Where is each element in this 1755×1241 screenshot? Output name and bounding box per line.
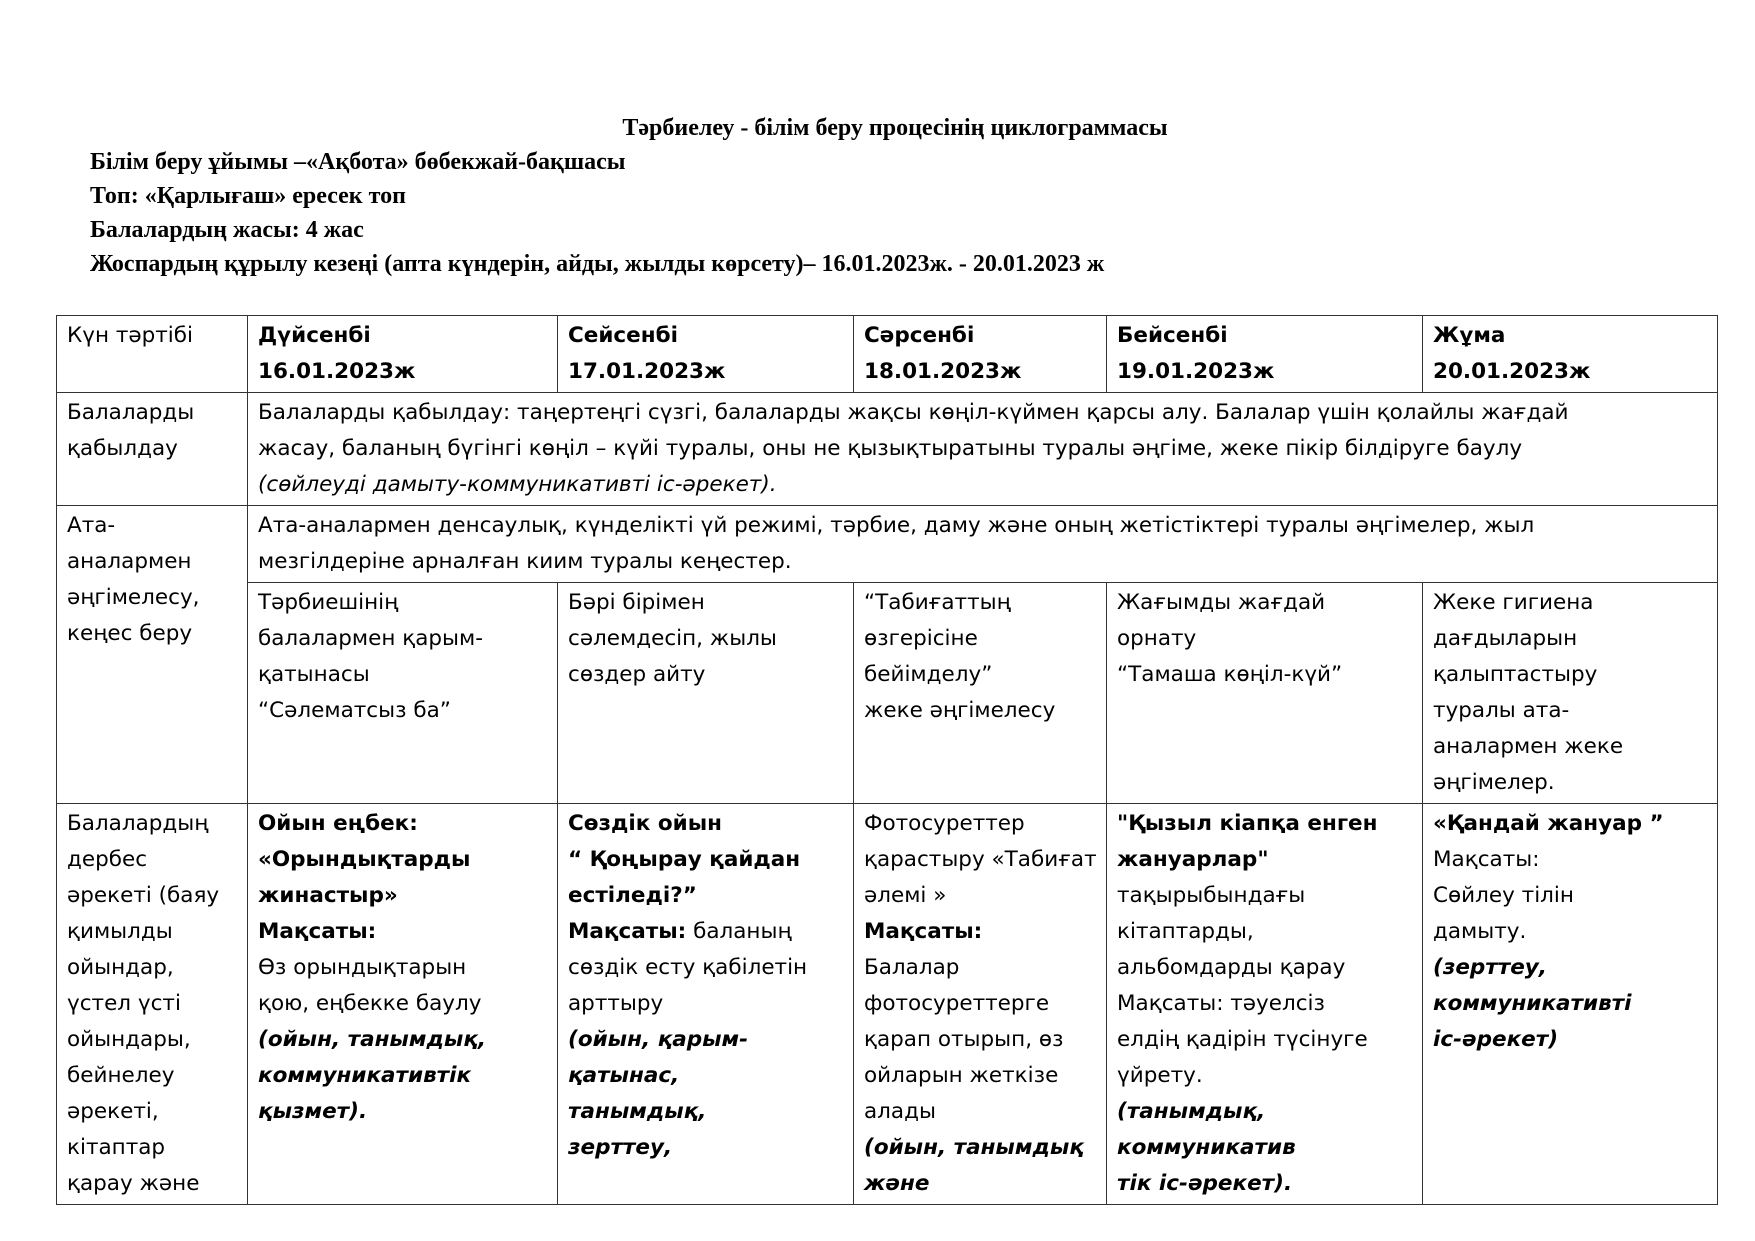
activity-title-line: "Қызыл кіапқа енген [1117, 811, 1378, 836]
cell-line: Жағымды жағдай [1117, 590, 1326, 615]
activity-text-line: Өз орындықтарын [258, 955, 467, 980]
cell-line: Бәрі бірімен [568, 590, 705, 615]
reception-text-line: жасау, баланың бүгінгі көңіл – күйі туралы, оны не қызықтыратыны туралы әңгіме, жеке пікір білдіруге баулу [258, 436, 1523, 461]
activity-note-line: қызмет). [258, 1099, 368, 1124]
activity-goal-text: баланың [686, 919, 792, 944]
activity-text-line: дамыту. [1433, 919, 1527, 944]
activity-note-line: (танымдық, [1117, 1099, 1266, 1124]
day-date: 19.01.2023ж [1117, 359, 1275, 384]
activity-goal-label: Мақсаты: [568, 919, 687, 944]
activity-title-line: “ Қоңырау қайдан [568, 847, 801, 872]
day-date: 17.01.2023ж [568, 359, 726, 384]
activity-goal-line [568, 914, 843, 950]
activity-text-line: ойларын жеткізе [864, 1063, 1059, 1088]
reception-text-cell [248, 393, 1718, 506]
cyclogram-table [56, 315, 1718, 1205]
activity-text-line: Балалар [864, 955, 960, 980]
activity-note-line: танымдық, [568, 1099, 707, 1124]
activity-note-line: қатынас, [568, 1063, 680, 1088]
activity-text-line: сөздік есту қабілетін [568, 955, 808, 980]
activity-monday-cell [248, 804, 558, 1205]
day-name: Бейсенбі [1117, 323, 1228, 348]
parents-common-cell [248, 506, 1718, 583]
row-label-line: ойындары, [67, 1027, 191, 1052]
row-label-line: қабылдау [67, 436, 178, 461]
row-label-line: Ата- [67, 513, 116, 538]
cell-line: аналармен жеке [1433, 734, 1624, 759]
reception-note: (сөйлеуді дамыту-коммуникативті іс-әрекет). [258, 472, 777, 497]
activity-label-cell [57, 804, 248, 1205]
day-name: Сәрсенбі [864, 323, 975, 348]
parents-monday-cell [248, 583, 558, 804]
activity-text-line: Мақсаты: [1433, 847, 1540, 872]
cell-line: қатынасы [258, 662, 370, 687]
row-label-line: Балаларды [67, 400, 195, 425]
activity-text-line: альбомдарды қарау [1117, 955, 1346, 980]
row-label-line: дербес [67, 847, 148, 872]
cell-line: сәлемдесіп, жылы [568, 626, 777, 651]
cell-line: “Табиғаттың [864, 590, 1011, 615]
activity-title-line: «Қандай жануар ” [1433, 811, 1664, 836]
day-name: Дүйсенбі [258, 323, 371, 348]
parents-row [57, 506, 1718, 583]
row-label-line: Балалардың [67, 811, 209, 836]
activity-title-line: Сөздік ойын [568, 811, 722, 836]
cell-line: дағдыларын [1433, 626, 1578, 651]
cell-line: Жеке гигиена [1433, 590, 1594, 615]
activity-note-line: және [864, 1171, 930, 1196]
table-header-row [57, 316, 1718, 393]
organization-line: Білім беру ұйымы –«Ақбота» бөбекжай-бақшасы [90, 149, 626, 175]
activity-title-line: «Орындықтарды [258, 847, 471, 872]
activity-note-line: тік іс-әрекет). [1117, 1171, 1293, 1196]
row-label-line: аналармен [67, 549, 192, 574]
activity-title-line: Ойын еңбек: [258, 811, 418, 836]
parents-days-row [57, 583, 1718, 804]
day-header-friday [1423, 316, 1718, 393]
reception-row [57, 393, 1718, 506]
row-label-line: үстел үсті [67, 991, 181, 1016]
cell-line: туралы ата- [1433, 698, 1570, 723]
activity-note-line: (ойын, танымдық [864, 1135, 1084, 1160]
activity-thursday-cell [1107, 804, 1423, 1205]
activity-text-line: қарастыру «Табиғат [864, 847, 1097, 872]
activity-text-line: арттыру [568, 991, 664, 1016]
cell-line: “Тамаша көңіл-күй” [1117, 662, 1343, 687]
cell-line: Тәрбиешінің [258, 590, 399, 615]
row-label-line: бейнелеу [67, 1063, 175, 1088]
parents-label-cell [57, 506, 248, 804]
day-date: 18.01.2023ж [864, 359, 1022, 384]
age-line: Балалардың жасы: 4 жас [90, 217, 364, 243]
activity-note-line: зерттеу, [568, 1135, 673, 1160]
parents-common-line: Ата-аналармен денсаулық, күнделікті үй режимі, тәрбие, даму және оның жетістіктері туралы әңгімелер, жыл [258, 513, 1535, 538]
row-label-line: қимылды [67, 919, 173, 944]
parents-tuesday-cell [558, 583, 854, 804]
cell-line: әңгімелер. [1433, 770, 1555, 795]
group-line: Топ: «Қарлығаш» ересек топ [90, 183, 406, 209]
activity-note-line: (ойын, танымдық, [258, 1027, 487, 1052]
day-header-wednesday [854, 316, 1107, 393]
day-header-thursday [1107, 316, 1423, 393]
schedule-header-label: Күн тәртібі [67, 323, 194, 348]
day-header-monday [248, 316, 558, 393]
cell-line: бейімделу” [864, 662, 993, 687]
activity-text-line: Мақсаты: тәуелсіз [1117, 991, 1325, 1016]
activity-wednesday-cell [854, 804, 1107, 1205]
activity-text-line: тақырыбындағы [1117, 883, 1306, 908]
row-label-line: кітаптар [67, 1135, 166, 1160]
document-title: Тәрбиелеу - білім беру процесінің циклограммасы [622, 115, 1168, 141]
activity-title-line: естіледі?” [568, 883, 697, 908]
row-label-line: ойындар, [67, 955, 174, 980]
parents-friday-cell [1423, 583, 1718, 804]
parents-wednesday-cell [854, 583, 1107, 804]
activity-note-line: коммуникатив [1117, 1135, 1296, 1160]
row-label-line: әрекеті, [67, 1099, 159, 1124]
activity-title-line: жануарлар" [1117, 847, 1269, 872]
row-label-line: әрекеті (баяу [67, 883, 220, 908]
cell-line: өзгерісіне [864, 626, 978, 651]
reception-text-line: Балаларды қабылдау: таңертеңгі сүзгі, балаларды жақсы көңіл-күймен қарсы алу. Балалар үшін қолайлы жағдай [258, 400, 1569, 425]
day-name: Сейсенбі [568, 323, 678, 348]
activity-tuesday-cell [558, 804, 854, 1205]
activity-text-line: қою, еңбекке баулу [258, 991, 482, 1016]
activity-goal-label: Мақсаты: [864, 919, 983, 944]
cell-line: балалармен қарым- [258, 626, 484, 651]
activity-text-line: фотосуреттерге [864, 991, 1050, 1016]
day-date: 16.01.2023ж [258, 359, 416, 384]
day-date: 20.01.2023ж [1433, 359, 1591, 384]
cell-line: “Сәлематсыз ба” [258, 698, 451, 723]
activity-note-line: іс-әрекет) [1433, 1027, 1559, 1052]
period-line: Жоспардың құрылу кезеңі (апта күндерін, айды, жылды көрсету)– 16.01.2023ж. - 20.01.2023 ж [90, 251, 1105, 277]
schedule-header-cell [57, 316, 248, 393]
activity-note-line: коммуникативтік [258, 1063, 472, 1088]
activity-friday-cell [1423, 804, 1718, 1205]
day-name: Жұма [1433, 323, 1506, 348]
activity-text-line: кітаптарды, [1117, 919, 1254, 944]
parents-thursday-cell [1107, 583, 1423, 804]
activity-text-line: қарап отырып, өз [864, 1027, 1064, 1052]
activity-text-line: үйрету. [1117, 1063, 1203, 1088]
activity-text-line: Сөйлеу тілін [1433, 883, 1574, 908]
cell-line: жеке әңгімелесу [864, 698, 1056, 723]
parents-common-line: мезгілдеріне арналған киим туралы кеңестер. [258, 549, 792, 574]
row-label-line: қарау және [67, 1171, 200, 1196]
activity-text-line: алады [864, 1099, 936, 1124]
row-label-line: кеңес беру [67, 621, 193, 646]
activity-note-line: (зерттеу, [1433, 955, 1547, 980]
activity-text-line: Фотосуреттер [864, 811, 1025, 836]
day-header-tuesday [558, 316, 854, 393]
activity-note-line: коммуникативті [1433, 991, 1632, 1016]
activity-title-line: жинастыр» [258, 883, 398, 908]
activity-goal-label: Мақсаты: [258, 919, 377, 944]
activity-row [57, 804, 1718, 1205]
activity-text-line: елдің қадірін түсінуге [1117, 1027, 1368, 1052]
activity-note-line: (ойын, қарым- [568, 1027, 749, 1052]
cell-line: қалыптастыру [1433, 662, 1598, 687]
activity-text-line: әлемі » [864, 883, 947, 908]
cell-line: сөздер айту [568, 662, 706, 687]
row-label-line: әңгімелесу, [67, 585, 200, 610]
cell-line: орнату [1117, 626, 1197, 651]
reception-label-cell [57, 393, 248, 506]
